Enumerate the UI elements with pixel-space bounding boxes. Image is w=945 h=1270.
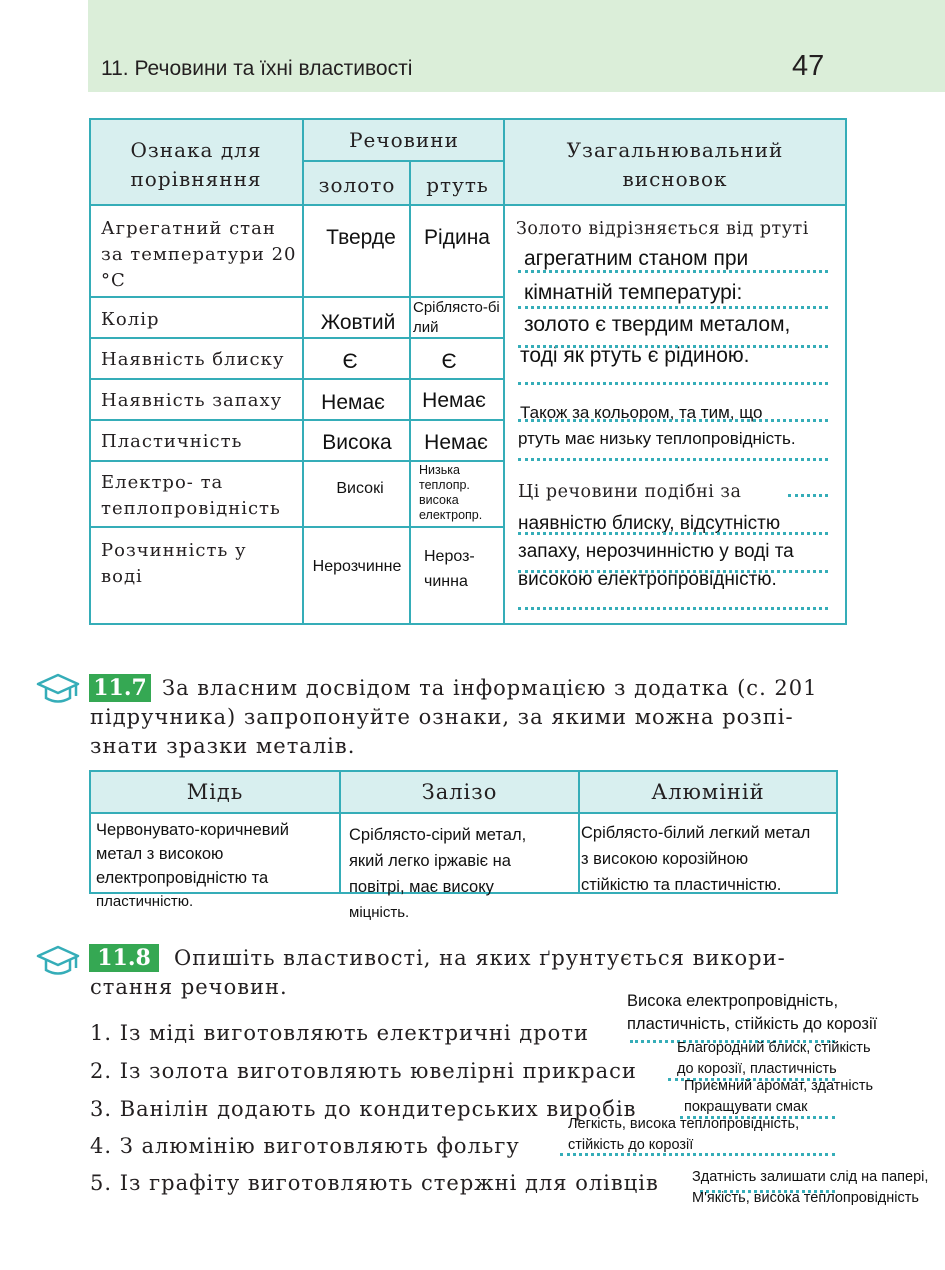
metals-header-iron: Залізо	[421, 780, 498, 804]
cell-mercury-plasticity: Немає	[424, 431, 488, 454]
conclusion-printed-1: Золото відрізняється від ртуті	[516, 219, 809, 239]
task-number-badge: 11.7	[89, 674, 151, 702]
usage-item-2: 2. Із золота виготовляють ювелірні прикраси	[90, 1059, 637, 1083]
cell-mercury-color: Сріблясто-білий	[413, 299, 500, 336]
usage-answer-5: Здатність залишати слід на папері, М'якість, висока теплопровідність	[692, 1169, 929, 1206]
conclusion-hw-1c: золото є твердим металом,	[524, 313, 791, 336]
cell-mercury-odor: Немає	[422, 389, 486, 412]
task-118-line-1: Опишіть властивості, на яких ґрунтується викори-	[174, 946, 786, 970]
chapter-title: 11. Речовини та їхні властивості	[101, 57, 413, 80]
col-header-substances: Речовини	[349, 128, 459, 152]
cell-mercury-conductivity: Низька теплопр. висока електропр.	[419, 463, 483, 522]
metals-cell-iron: Сріблясто-сірий метал, який легко іржавіє на повітрі, має високу міцність.	[349, 826, 527, 921]
usage-item-4: 4. З алюмінію виготовляють фольгу	[90, 1134, 520, 1158]
metals-header-aluminium: Алюміній	[651, 780, 765, 804]
cell-mercury-luster: Є	[441, 350, 457, 373]
conclusion-hw-2a: Також за кольором, та тим, що	[520, 403, 763, 422]
conclusion-hw-3b: запаху, нерозчинністю у воді та	[518, 541, 794, 562]
row-label-solubility: Розчинність у воді	[101, 540, 247, 587]
cell-gold-luster: Є	[342, 350, 358, 373]
usage-item-5: 5. Із графіту виготовляють стержні для олівців	[90, 1171, 659, 1195]
col-header-gold: золото	[318, 173, 396, 197]
conclusion-hw-2b: ртуть має низьку теплопровідність.	[518, 429, 796, 448]
graduation-cap-icon	[36, 944, 80, 978]
cell-gold-plasticity: Висока	[322, 431, 392, 454]
conclusion-hw-1d: тоді як ртуть є рідиною.	[520, 344, 750, 367]
row-label-conductivity: Електро- та теплопровідність	[101, 472, 281, 519]
metals-header-copper: Мідь	[186, 780, 244, 804]
task-117-line-2: підручника) запропонуйте ознаки, за якими можна розпі-	[90, 705, 794, 729]
conclusion-hw-3c: високою електропровідністю.	[518, 569, 777, 590]
usage-answer-3: Приємний аромат, здатність покращувати смак	[684, 1078, 874, 1115]
row-label-odor: Наявність запаху	[101, 390, 283, 411]
conclusion-hw-3a: наявністю блиску, відсутністю	[518, 513, 781, 534]
col-header-feature: Ознака для порівняння	[130, 138, 262, 191]
task-117-line-1: За власним досвідом та інформацією з додатка (с. 201	[162, 676, 818, 700]
conclusion-hw-1a: агрегатним станом при	[524, 247, 749, 270]
metals-cell-aluminium: Сріблясто-білий легкий метал з високою корозійною стійкістю та пластичністю.	[581, 824, 811, 894]
col-header-mercury: ртуть	[426, 173, 489, 197]
usage-item-3: 3. Ванілін додають до кондитерських виробів	[90, 1097, 637, 1121]
usage-answer-1: Висока електропровідність, пластичність, стійкість до корозії	[627, 992, 878, 1033]
usage-answer-4: Легкість, висока теплопровідність, стійкість до корозії	[568, 1116, 800, 1153]
task-117-line-3: знати зразки металів.	[90, 734, 356, 758]
cell-gold-color: Жовтий	[320, 311, 396, 334]
row-label-state: Агрегатний стан за температури 20 °С	[101, 218, 297, 291]
cell-mercury-state: Рідина	[424, 226, 490, 249]
task-number-badge: 11.8	[89, 944, 159, 972]
col-header-conclusion: Узагальнювальний висновок	[566, 138, 784, 191]
row-label-color: Колір	[101, 309, 160, 330]
graduation-cap-icon	[36, 672, 80, 706]
cell-gold-state: Тверде	[326, 226, 396, 249]
conclusion-printed-2: Ці речовини подібні за	[518, 482, 742, 502]
row-label-plasticity: Пластичність	[101, 431, 243, 452]
metals-cell-copper: Червонувато-коричневий метал з високою електропровідністю та пластичністю.	[96, 821, 289, 910]
conclusion-hw-1b: кімнатній температурі:	[524, 281, 743, 304]
task-118-line-2: стання речовин.	[90, 975, 288, 999]
row-label-luster: Наявність блиску	[101, 349, 285, 370]
page-number: 47	[792, 50, 825, 82]
cell-mercury-solubility: Нероз-чинна	[424, 548, 475, 590]
cell-gold-solubility: Нерозчинне	[312, 558, 402, 575]
cell-gold-conductivity: Високі	[336, 480, 384, 497]
cell-gold-odor: Немає	[321, 391, 385, 414]
usage-item-1: 1. Із міді виготовляють електричні дроти	[90, 1021, 589, 1045]
usage-answer-2: Благородний блиск, стійкість до корозії, пластичність	[677, 1040, 871, 1077]
